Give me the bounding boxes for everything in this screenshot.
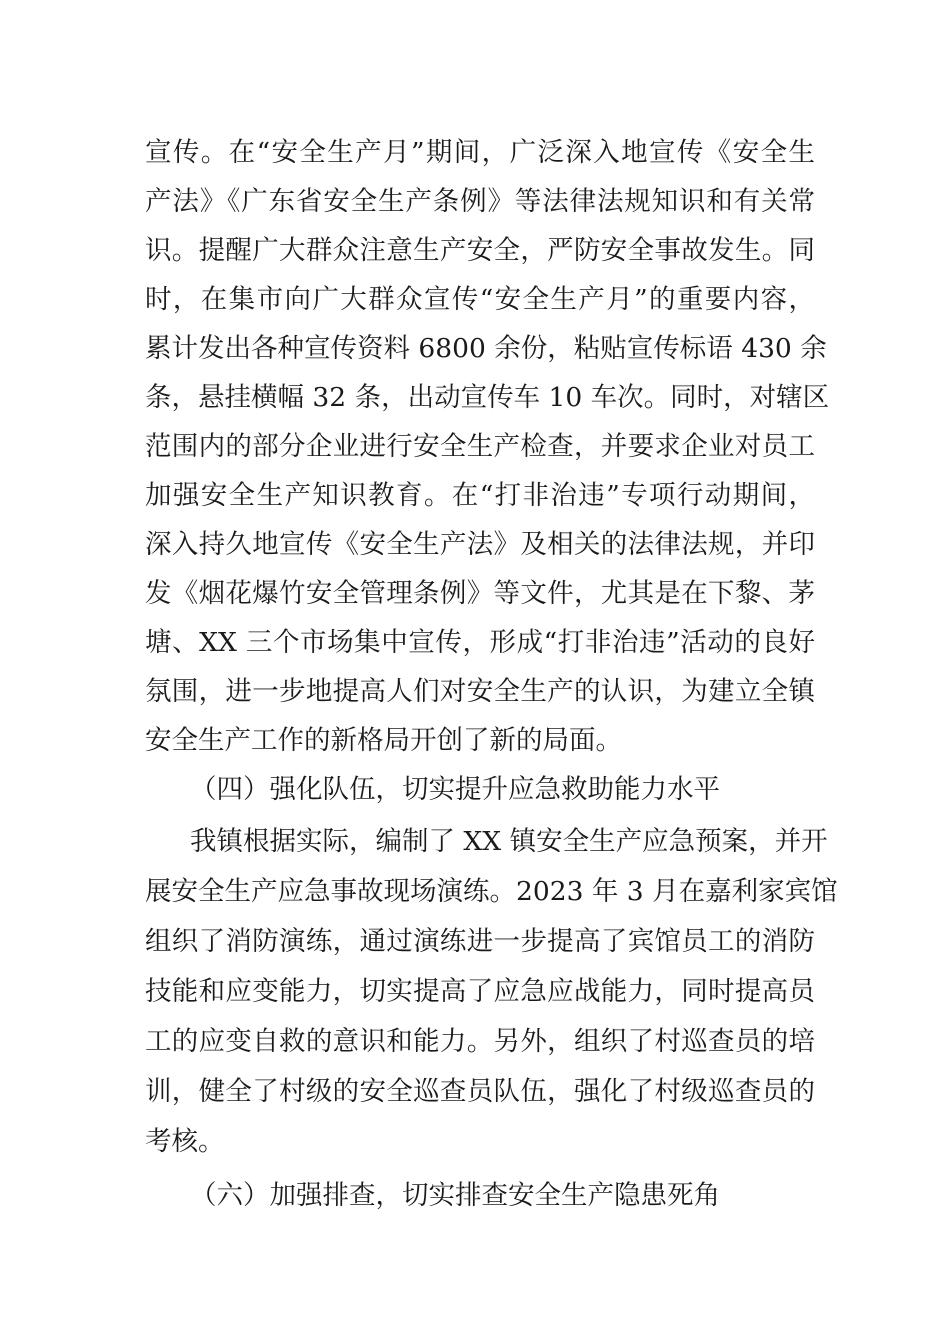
paragraph-line: 技能和应变能力，切实提高了应急应战能力，同时提高员 — [145, 976, 815, 1007]
paragraph-line: 塘、XX 三个市场集中宣传，形成“打非治违”活动的良好 — [145, 627, 815, 658]
paragraph-line: 组织了消防演练，通过演练进一步提高了宾馆员工的消防 — [145, 926, 815, 957]
paragraph-line: 范围内的部分企业进行安全生产检查，并要求企业对员工 — [145, 431, 815, 462]
paragraph-line: 考核。 — [145, 1126, 225, 1157]
paragraph-line: 展安全生产应急事故现场演练。2023 年 3 月在嘉利家宾馆 — [145, 876, 838, 907]
paragraph-line: 产法》《广东省安全生产条例》等法律法规知识和有关常 — [145, 186, 815, 217]
paragraph-line: 识。提醒广大群众注意生产安全，严防安全事故发生。同 — [145, 235, 815, 266]
paragraph-line: 加强安全生产知识教育。在“打非治违”专项行动期间， — [145, 480, 815, 511]
paragraph-line: 深入持久地宣传《安全生产法》及相关的法律法规，并印 — [145, 529, 815, 560]
paragraph-line: 时，在集市向广大群众宣传“安全生产月”的重要内容， — [145, 284, 815, 315]
paragraph-line: 条，悬挂横幅 32 条，出动宣传车 10 车次。同时，对辖区 — [145, 382, 830, 413]
section-heading-4: （四）强化队伍，切实提升应急救助能力水平 — [190, 774, 720, 805]
paragraph-line: 安全生产工作的新格局开创了新的局面。 — [145, 725, 622, 756]
paragraph-line: 发《烟花爆竹安全管理条例》等文件，尤其是在下黎、茅 — [145, 578, 815, 609]
paragraph-line: 氛围，进一步地提高人们对安全生产的认识，为建立全镇 — [145, 676, 815, 707]
section-heading-6: （六）加强排查，切实排查安全生产隐患死角 — [190, 1180, 720, 1211]
paragraph-line: 工的应变自救的意识和能力。另外，组织了村巡查员的培 — [145, 1026, 815, 1057]
paragraph-line: 宣传。在“安全生产月”期间，广泛深入地宣传《安全生 — [145, 137, 815, 168]
paragraph-line: 我镇根据实际，编制了 XX 镇安全生产应急预案，并开 — [190, 826, 828, 857]
paragraph-line: 训，健全了村级的安全巡查员队伍，强化了村级巡查员的 — [145, 1076, 815, 1107]
paragraph-line: 累计发出各种宣传资料 6800 余份，粘贴宣传标语 430 余 — [145, 333, 827, 364]
